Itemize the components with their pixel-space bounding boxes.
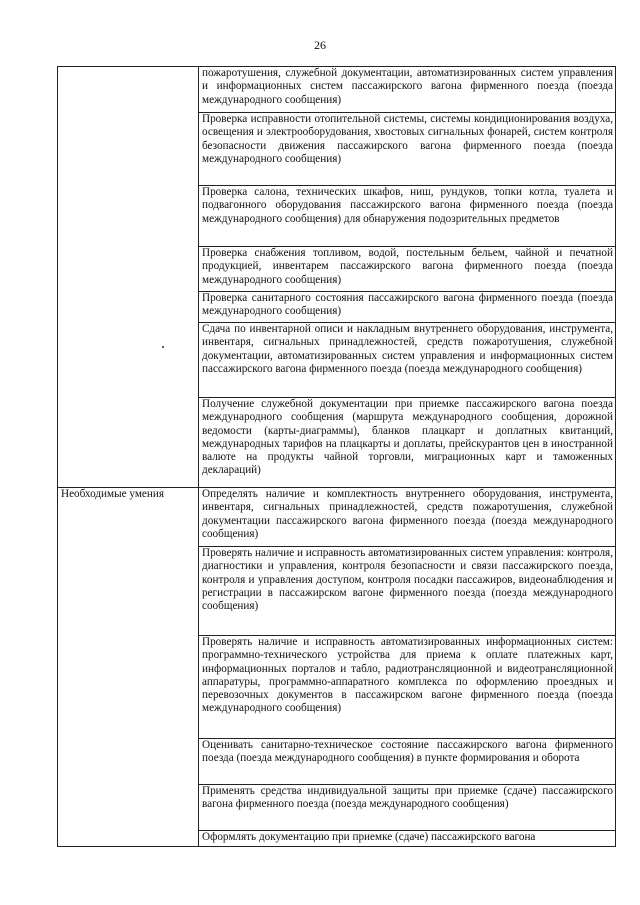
- labour-action-cell: Проверка салона, технических шкафов, ниш, рундуков, топки котла, туалета и подвагонного оборудования пассажирского вагона фирменного поезда (поезда международного сообщения) для обнаружения подозрительных предметов: [199, 186, 616, 247]
- labour-action-cell: Проверка санитарного состояния пассажирского вагона фирменного поезда (поезда международного сообщения): [199, 292, 616, 323]
- qualification-table: [57, 66, 616, 847]
- skill-cell: Проверять наличие и исправность автоматизированных систем управления: контроля, диагностики и управления, контроля безопасности и связи пассажирского поезда, контроля и управления доступом, контроля посадки пассажиров, видеонаблюдения и регистрации в пассажирском вагоне фирменного поезда (поезда международного сообщения): [199, 547, 616, 636]
- labour-action-cell: Получение служебной документации при приемке пассажирского вагона поезда международного сообщения (маршрута международного сообщения, дорожной ведомости (карты-диаграммы), бланков плацкарт и доплатных квитанций, международных тарифов на плацкарты и доплаты, прейскурантов цен в иностранной валюте на продукты чайной торговли, миграционных карт и таможенных деклараций): [199, 398, 616, 488]
- skills-label-cell: Необходимые умения: [58, 488, 199, 847]
- table-row: [58, 67, 616, 113]
- labour-action-cell: Проверка снабжения топливом, водой, постельным бельем, чайной и печатной продукцией, инвентарем пассажирского вагона фирменного поезда (поезда международного сообщения): [199, 247, 616, 292]
- skill-cell: Определять наличие и комплектность внутреннего оборудования, инструмента, инвентаря, сигнальных принадлежностей, средств пожаротушения, служебной документации пассажирского вагона фирменного поезда (поезда международного сообщения): [199, 488, 616, 547]
- labour-action-cell: Проверка исправности отопительной системы, системы кондиционирования воздуха, освещения и электрооборудования, хвостовых сигнальных фонарей, систем контроля безопасности движения пассажирского вагона фирменного поезда (поезда международного сообщения): [199, 113, 616, 186]
- page-number: 26: [314, 38, 326, 52]
- scan-speck: [162, 346, 164, 348]
- label-cell-empty: [58, 67, 199, 488]
- skill-cell: Оценивать санитарно-техническое состояние пассажирского вагона фирменного поезда (поезда международного сообщения) в пункте формирования и оборота: [199, 739, 616, 785]
- skill-cell: Проверять наличие и исправность автоматизированных информационных систем: программно-технического устройства для приема к оплате платежных карт, информационных порталов и табло, радиотрансляционной и видеотрансляционной аппаратуры, программно-аппаратного комплекса по оформлению проездных и перевозочных документов в пассажирском вагоне фирменного поезда (поезда международного сообщения): [199, 636, 616, 739]
- table-row: [58, 488, 616, 547]
- labour-action-cell: пожаротушения, служебной документации, автоматизированных систем управления и информационных систем пассажирского вагона фирменного поезда (поезда международного сообщения): [199, 67, 616, 113]
- labour-action-cell: Сдача по инвентарной описи и накладным внутреннего оборудования, инструмента, инвентаря, сигнальных принадлежностей, средств пожаротушения, служебной документации, автоматизированных систем управления и информационных систем пассажирского вагона фирменного поезда (поезда международного сообщения): [199, 323, 616, 398]
- skill-cell: Применять средства индивидуальной защиты при приемке (сдаче) пассажирского вагона фирменного поезда (поезда международного сообщения): [199, 785, 616, 831]
- skill-cell: Оформлять документацию при приемке (сдаче) пассажирского вагона: [199, 831, 616, 847]
